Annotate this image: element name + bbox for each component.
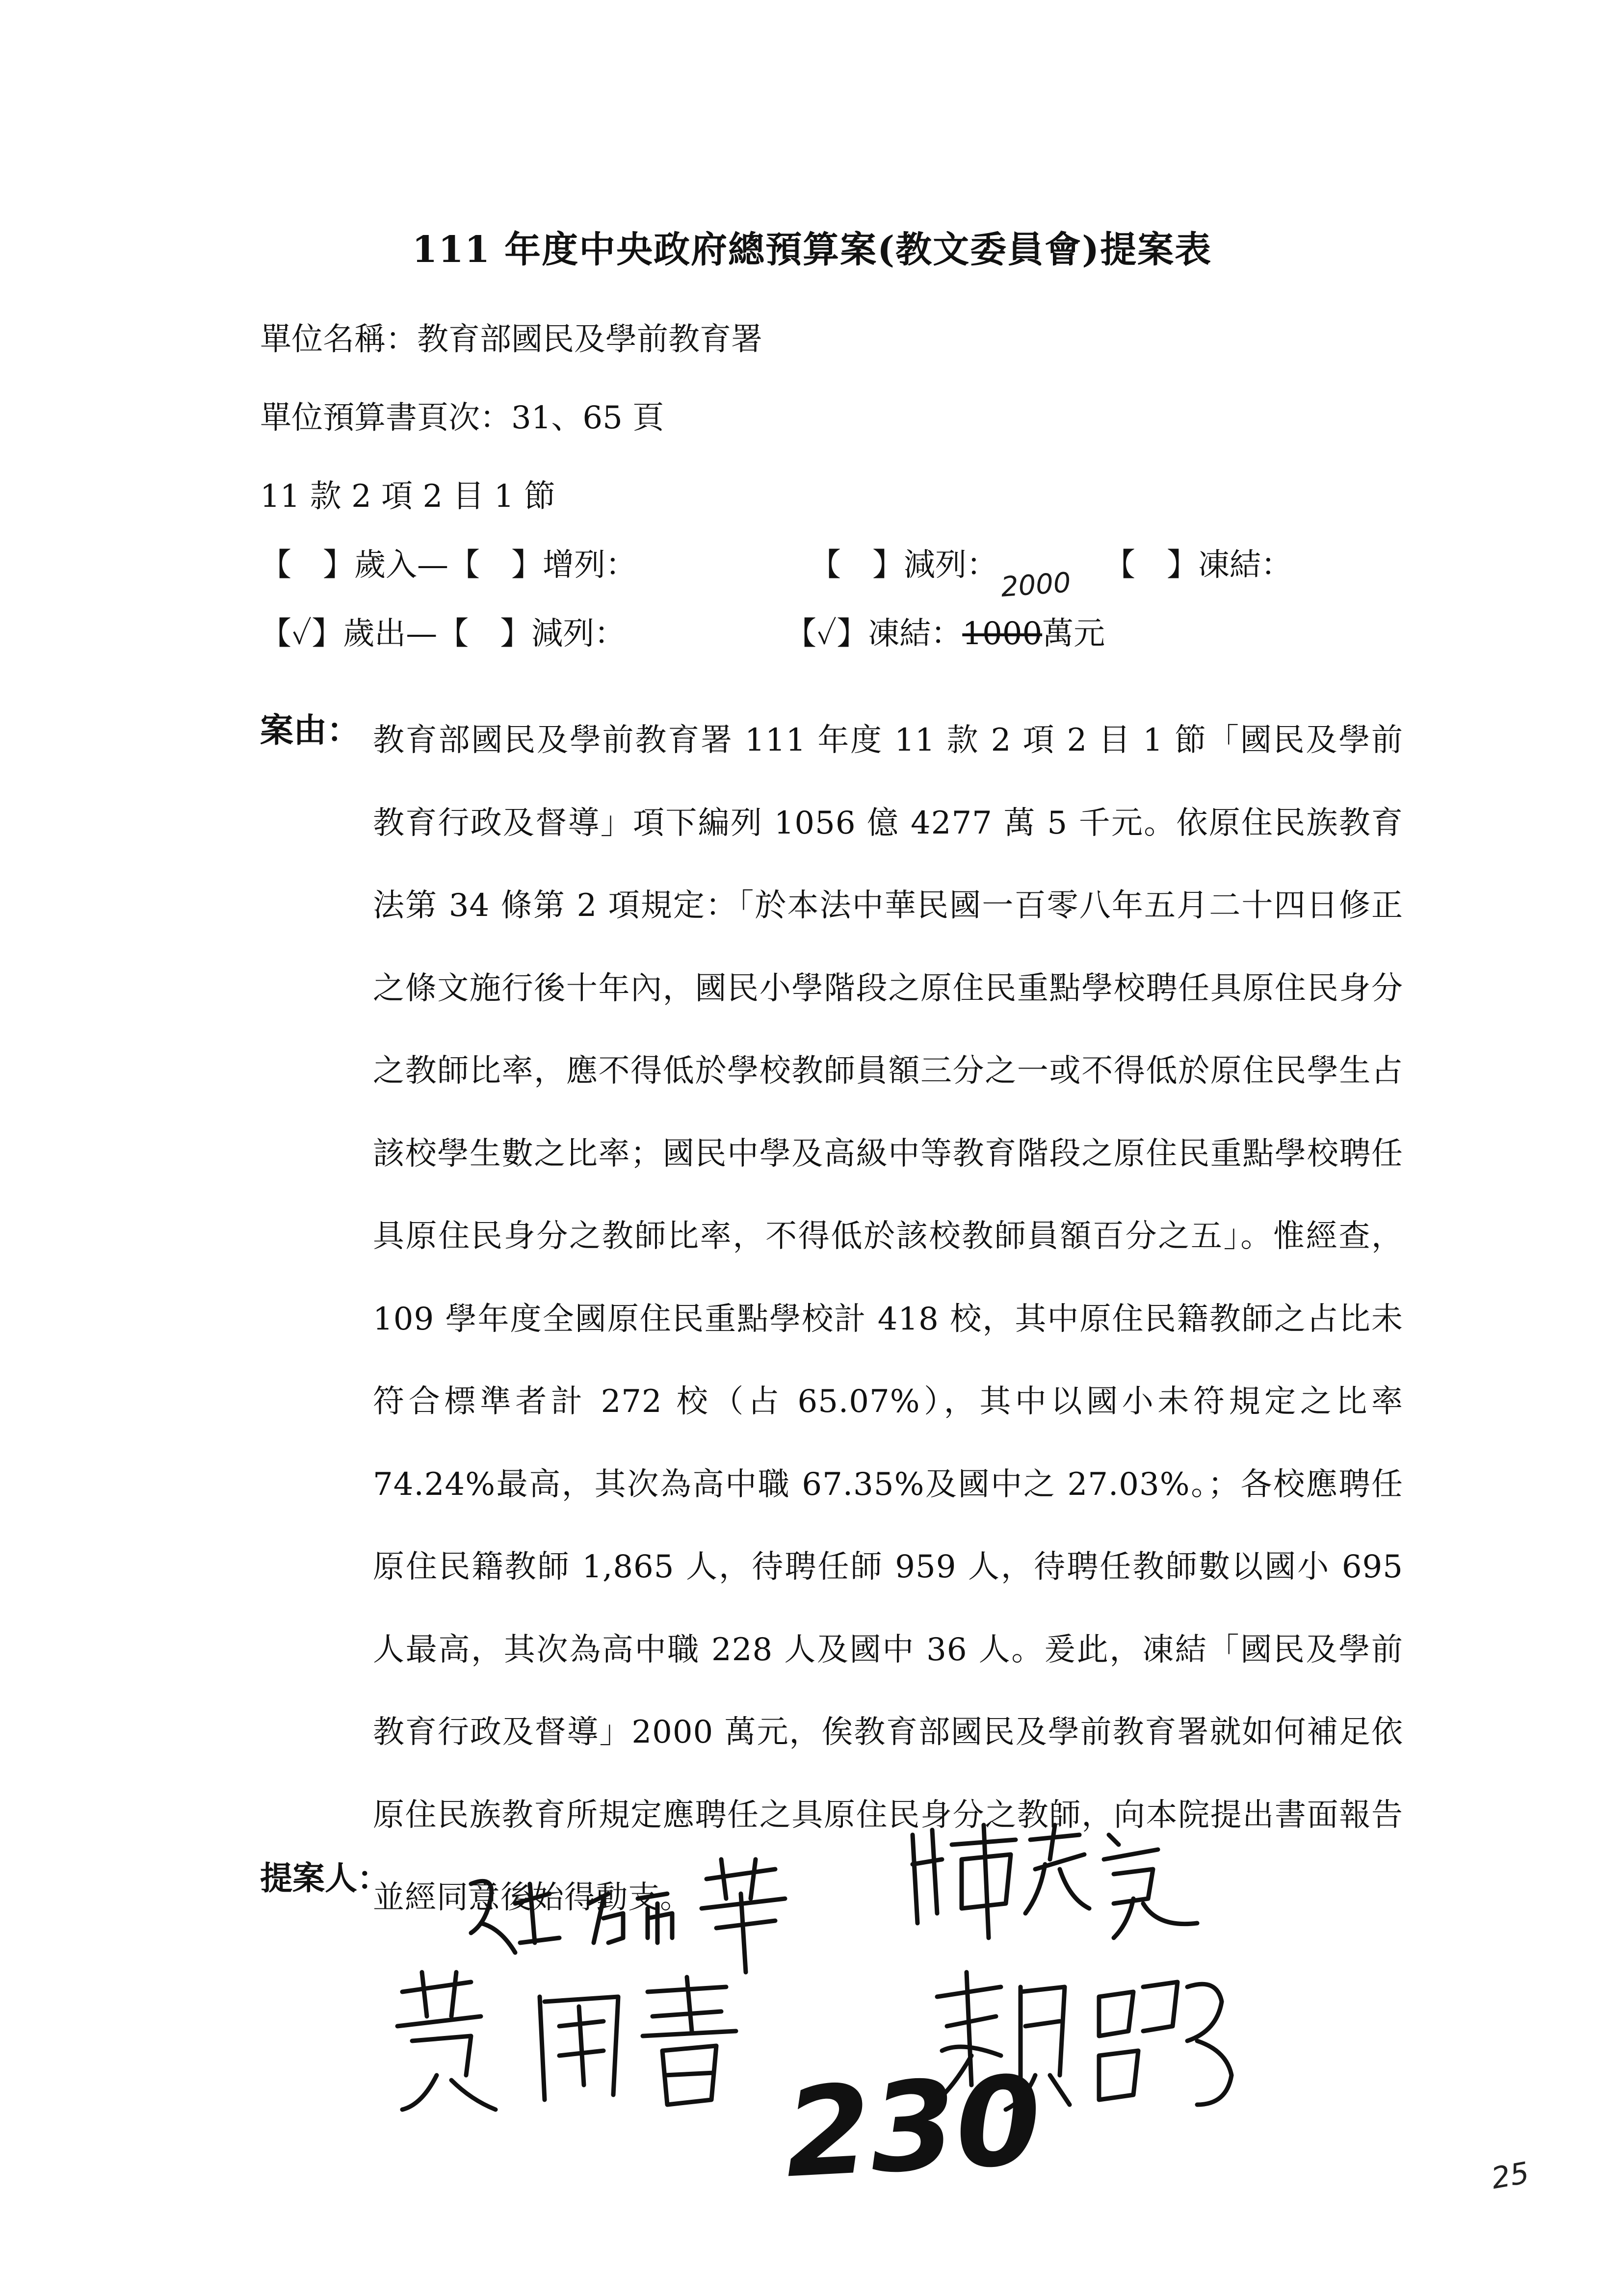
- revenue-increase-checkbox: 【 】歲入—【 】增列：: [260, 547, 637, 583]
- signature-2: [903, 1805, 1217, 1953]
- stamp-number: 230: [781, 2049, 1045, 2205]
- budget-pages: 單位預算書頁次：31、65 頁: [260, 400, 664, 436]
- reason-label: 案由：: [260, 711, 361, 750]
- struck-amount: 1000: [962, 616, 1043, 652]
- signature-3: [383, 1962, 756, 2119]
- reason-text: 教育部國民及學前教育署 111 年度 11 款 2 項 2 目 1 節「國民及學前教育行政及督導」項下編列 1056 億 4277 萬 5 千元。依原住民族教育法第 34 條第 2 項規定：「於本法中華民國一百零八年五月二十四日修正之條文施行後十年內，國民小學階段之原住民重點學校聘任具原住民身分之教師比率，應不得低於學校教師員額三分之一或不得低於原住民學生占該校學生數之比率；國民中學及高級中等教育階段之原住民重點學校聘任具原住民身分之教師比率，不得低於該校教師員額百分之五」。惟經查，109 學年度全國原住民重點學校計 418 校，其中原住民籍教師之占比未符合標準者計 272 校（占 65.07%），其中以國小未符規定之比率 74.24%最高，其次為高中職 67.35%及國中之 27.03%。；各校應聘任原住民籍教師 1,865 人，待聘任師 959 人，待聘任教師數以國小 695 人最高，其次為高中職 228 人及國中 36 人。爰此，凍結「國民及學前教育行政及督導」2000 萬元，俟教育部國民及學前教育署就如何補足依原住民族教育所規定應聘任之具原住民身分之教師，向本院提出書面報告並經同意後始得動支。: [373, 722, 1403, 1916]
- signature-1: [461, 1830, 864, 1977]
- revenue-decrease-checkbox: 【 】減列：: [810, 547, 998, 583]
- budget-item: 11 款 2 項 2 目 1 節: [260, 478, 555, 515]
- document-title: 111 年度中央政府總預算案(教文委員會)提案表: [412, 229, 1212, 271]
- proposer-label: 提案人：: [260, 1859, 390, 1897]
- expenditure-freeze-checkbox: [785, 608, 1105, 653]
- expenditure-decrease-checkbox: 【✓】歲出—【 】減列：: [260, 616, 626, 652]
- freeze-prefix: 【✓】凍結：: [785, 616, 963, 652]
- unit-name: 單位名稱：教育部國民及學前教育署: [260, 321, 762, 358]
- handwritten-amount: 2000: [999, 567, 1072, 603]
- revenue-freeze-checkbox: 【 】凍結：: [1104, 547, 1292, 583]
- page-number: 25: [1489, 2155, 1532, 2196]
- amount-unit: 萬元: [1042, 616, 1105, 652]
